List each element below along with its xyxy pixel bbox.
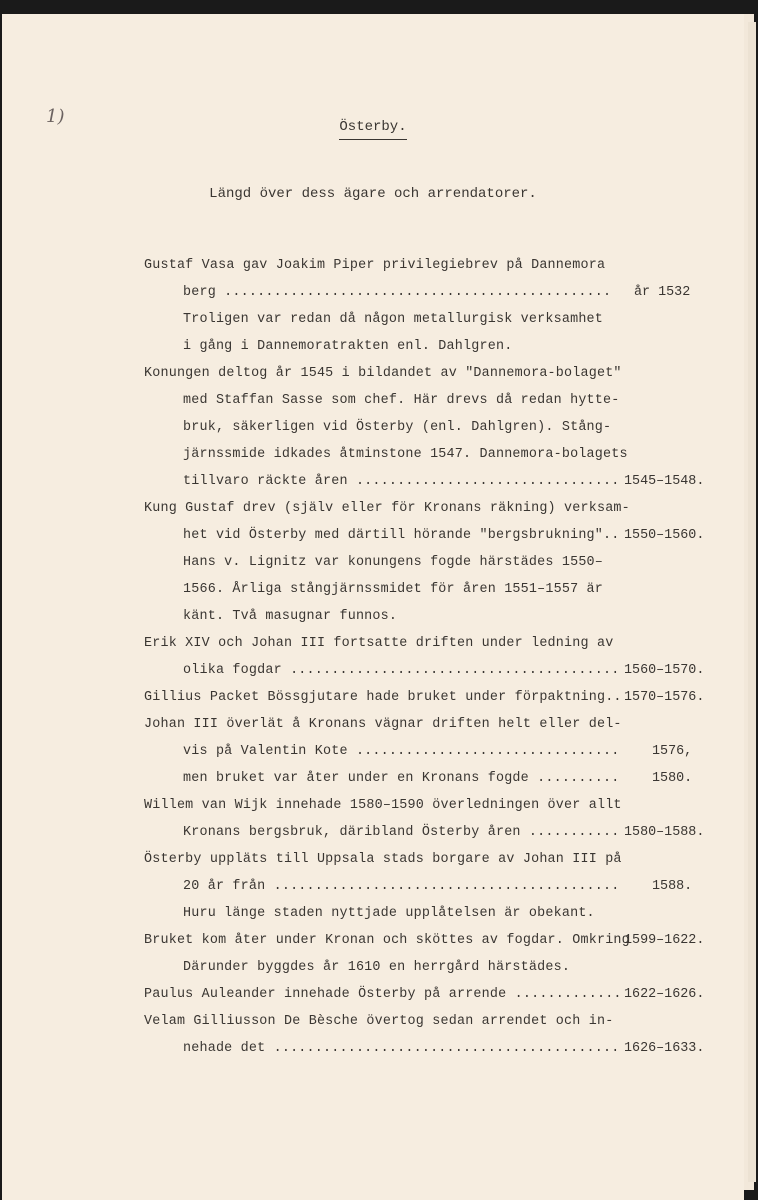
text-line: Hans v. Lignitz var konungens fogde härstädes 1550– [183, 555, 604, 570]
text-line: Paulus Auleander innehade Österby på arrende ............. [144, 987, 622, 1002]
year-entry: år 1532 [634, 285, 691, 300]
text-line: Johan III överlät å Kronans vägnar driften helt eller del- [144, 717, 622, 732]
text-line: Bruket kom åter under Kronan och sköttes av fogdar. Omkring [144, 933, 630, 948]
text-line: Huru länge staden nyttjade upplåtelsen är obekant. [183, 906, 595, 921]
year-entry: 1545–1548. [624, 474, 705, 489]
text-line: olika fogdar ........................................ [183, 663, 620, 678]
text-line: Gustaf Vasa gav Joakim Piper privilegiebrev på Dannemora [144, 258, 606, 273]
text-line: Gillius Packet Bössgjutare hade bruket under förpaktning.. [144, 690, 622, 705]
text-line: men bruket var åter under en Kronans fogde .......... [183, 771, 620, 786]
year-entry: 1626–1633. [624, 1041, 705, 1056]
text-line: bruk, säkerligen vid Österby (enl. Dahlgren). Stång- [183, 420, 612, 435]
text-line: 20 år från .......................................... [183, 879, 620, 894]
margin-note: 1) [46, 106, 65, 127]
text-line: Velam Gilliusson De Bèsche övertog sedan arrendet och in- [144, 1014, 614, 1029]
text-line: nehade det .......................................... [183, 1041, 620, 1056]
text-line: i gång i Dannemoratrakten enl. Dahlgren. [183, 339, 513, 354]
year-entry: 1580–1588. [624, 825, 705, 840]
text-line: Kronans bergsbruk, däribland Österby åren ........... [183, 825, 620, 840]
page-subtitle: Längd över dess ägare och arrendatorer. [209, 186, 537, 202]
text-line: berg ............................................... [183, 285, 612, 300]
text-line: järnssmide idkades åtminstone 1547. Dannemora-bolagets [183, 447, 628, 462]
text-line: Österby uppläts till Uppsala stads borgare av Johan III på [144, 852, 622, 867]
text-line: Konungen deltog år 1545 i bildandet av "Dannemora-bolaget" [144, 366, 622, 381]
text-line: tillvaro räckte åren ................................ [183, 474, 620, 489]
text-line: Willem van Wijk innehade 1580–1590 överledningen över allt [144, 798, 622, 813]
year-entry: 1580. [652, 771, 693, 786]
text-line: Troligen var redan då någon metallurgisk verksamhet [183, 312, 604, 327]
year-entry: 1570–1576. [624, 690, 705, 705]
year-entry: 1560–1570. [624, 663, 705, 678]
document-page [2, 14, 744, 1200]
text-line: vis på Valentin Kote ................................ [183, 744, 620, 759]
text-line: Därunder byggdes år 1610 en herrgård härstädes. [183, 960, 571, 975]
text-line: 1566. Årliga stångjärnssmidet för åren 1551–1557 är [183, 582, 604, 597]
text-line: het vid Österby med därtill hörande "bergsbrukning".. [183, 528, 620, 543]
page-title [2, 119, 744, 135]
year-entry: 1622–1626. [624, 987, 705, 1002]
text-line: känt. Två masugnar funnos. [183, 609, 398, 624]
year-entry: 1550–1560. [624, 528, 705, 543]
text-line: med Staffan Sasse som chef. Här drevs då redan hytte- [183, 393, 620, 408]
title-text: Österby. [339, 119, 406, 140]
text-line: Erik XIV och Johan III fortsatte driften under ledning av [144, 636, 614, 651]
year-entry: 1599–1622. [624, 933, 705, 948]
text-line: Kung Gustaf drev (själv eller för Kronans räkning) verksam- [144, 501, 630, 516]
year-entry: 1588. [652, 879, 693, 894]
year-entry: 1576, [652, 744, 693, 759]
underlying-sheet-2 [748, 22, 756, 1182]
